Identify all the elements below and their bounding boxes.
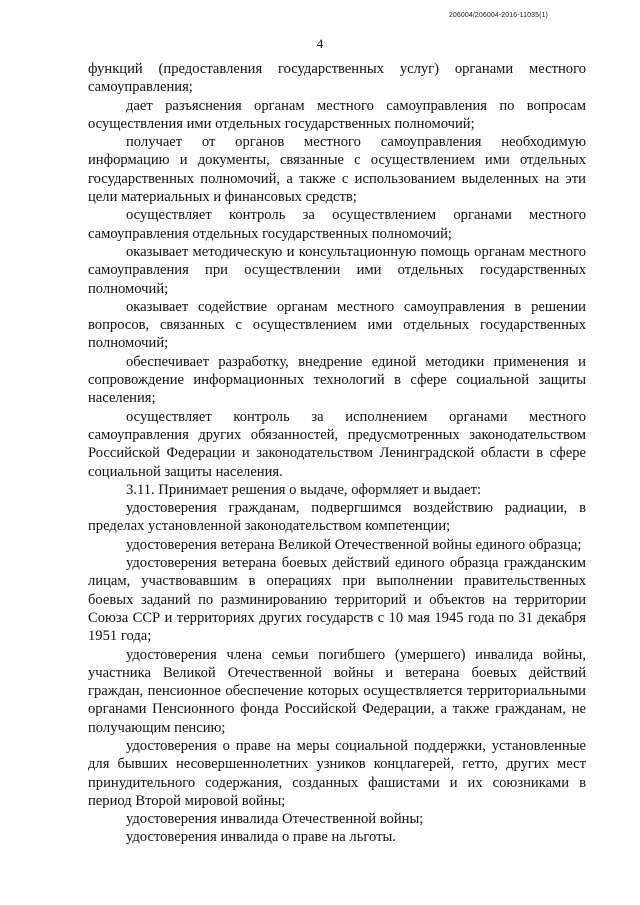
paragraph: удостоверения члена семьи погибшего (умершего) инвалида войны, участника Великой Отечественной войны и ветерана боевых действий граждан, пенсионное обеспечение которых осуществляется территориальными органами Пенсионного фонда Российской Федерации, а также гражданам, не получающим пенсию; [88, 646, 586, 736]
paragraph: удостоверения инвалида Отечественной войны; [126, 811, 424, 828]
paragraph: удостоверения инвалида о праве на льготы. [126, 829, 396, 846]
document-id: 206004/206004-2016-11035(1) [448, 12, 548, 19]
paragraph: удостоверения ветерана Великой Отечественной войны единого образца; [126, 536, 582, 553]
document-body [88, 60, 586, 847]
paragraph: оказывает методическую и консультационную помощь органам местного самоуправления при осуществлении ими отдельных государственных полномочий; [88, 243, 586, 297]
paragraph: оказывает содействие органам местного самоуправления в решении вопросов, связанных с осуществлением ими отдельных государственных полномочий; [88, 298, 586, 352]
paragraph: дает разъяснения органам местного самоуправления по вопросам осуществления ими отдельных государственных полномочий; [88, 97, 586, 132]
page-number: 4 [316, 36, 324, 51]
paragraph: удостоверения ветерана боевых действий единого образца гражданским лицам, участвовавшим в операциях при выполнении правительственных боевых заданий по разминированию территорий и объектов на территории Союза ССР и территориях других государств с 10 мая 1945 года по 31 декабря 1951 года; [88, 555, 586, 645]
paragraph: удостоверения о праве на меры социальной поддержки, установленные для бывших несовершеннолетних узников концлагерей, гетто, других мест принудительного содержания, созданных фашистами и их союзниками в период Второй мировой войны; [88, 737, 586, 809]
paragraph: удостоверения гражданам, подвергшимся воздействию радиации, в пределах установленной законодательством компетенции; [88, 500, 586, 535]
paragraph: функций (предоставления государственных услуг) органами местного самоуправления; [88, 61, 586, 96]
paragraph: осуществляет контроль за исполнением органами местного самоуправления других обязанностей, предусмотренных законодательством Российской Федерации и законодательством Ленинградской области в сфере социальной защиты населения. [88, 408, 586, 480]
section-heading: 3.11. Принимает решения о выдаче, оформляет и выдает: [126, 481, 482, 498]
paragraph: получает от органов местного самоуправления необходимую информацию и документы, связанные с осуществлением ими отдельных государственных полномочий, а также с использованием выделенных на эти цели материальных и финансовых средств; [88, 134, 586, 206]
paragraph: обеспечивает разработку, внедрение единой методики применения и сопровождение информационных технологий в сфере социальной защиты населения; [88, 353, 586, 407]
paragraph: осуществляет контроль за осуществлением органами местного самоуправления отдельных государственных полномочий; [88, 207, 586, 242]
